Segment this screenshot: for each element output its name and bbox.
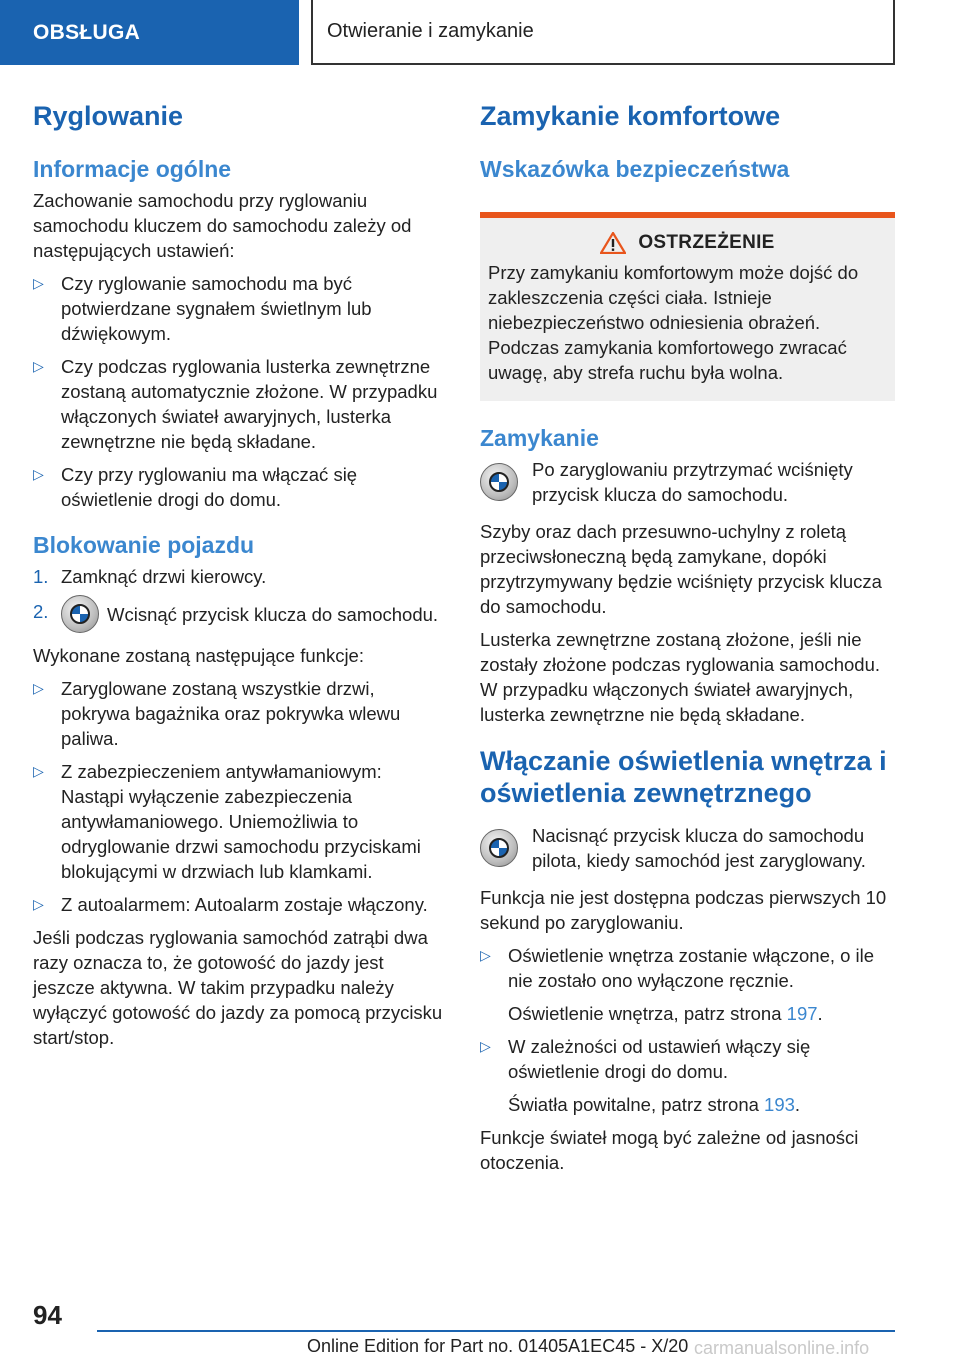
closing-text: Jeśli podczas ryglowania samochód zatrąbi dwa razy oznacza to, że gotowość do jazdy jest jeszcze aktywna. W takim przypadku należy wyłączyć gotowość do jazdy za pomocą przycisku start/stop. (33, 927, 443, 1048)
heading-info: Informacje ogólne (33, 156, 232, 182)
unavailable-text: Funkcja nie jest dostępna podczas pierwszych 10 sekund po zaryglowaniu. (480, 887, 887, 933)
lighting-list (480, 943, 895, 1117)
heading-safety: Wskazówka bezpieczeństwa (480, 156, 790, 182)
cross-reference: Światła powitalne, patrz strona 193. (508, 1094, 801, 1115)
section-title: OBSŁUGA (33, 20, 141, 44)
triangle-bullet-icon: ▷ (33, 466, 44, 482)
right-column (480, 100, 895, 1183)
section-tab (0, 0, 299, 65)
key-press-text: Nacisnąć przycisk klucza do samochodu pilota, kiedy samochód jest zaryglowany. (532, 825, 866, 871)
list-item: ▷ Oświetlenie wnętrza zostanie włączone, o ile nie zostało ono wyłączone ręcznie. Oświetlenie wnętrza, patrz strona 197. (480, 943, 895, 1026)
step-item: 1. Zamknąć drzwi kierowcy. (33, 566, 267, 587)
heading-zamykanie: Zamykanie (480, 425, 599, 451)
settings-list (33, 271, 445, 512)
list-item: ▷ Czy ryglowanie samochodu ma być potwierdzane sygnałem świetlnym lub dźwiękowym. (33, 273, 372, 344)
left-column (33, 100, 445, 1058)
key-hold-row (480, 457, 895, 507)
heading-komfort: Zamykanie komfortowe (480, 101, 781, 131)
list-item: ▷ Z autoalarmem: Autoalarm zostaje włączony. (33, 894, 428, 915)
mirrors-text: Lusterka zewnętrzne zostaną złożone, jeśli nie zostały złożone podczas ryglowania samochodu. W przypadku włączonych świateł awaryjnych, lusterka zewnętrzne nie będą składane. (480, 629, 881, 725)
page-link[interactable]: 197 (786, 1003, 818, 1024)
list-item: ▷ Czy przy ryglowaniu ma włączać się oświetlenie drogi do domu. (33, 464, 358, 510)
list-item: ▷ W zależności od ustawień włączy się oświetlenie drogi do domu. Światła powitalne, patrz strona 193. (480, 1034, 895, 1117)
triangle-bullet-icon: ▷ (33, 763, 44, 779)
functions-intro: Wykonane zostaną następujące funkcje: (33, 645, 364, 666)
cross-reference: Oświetlenie wnętrza, patrz strona 197. (508, 1003, 823, 1024)
triangle-bullet-icon: ▷ (33, 275, 44, 291)
warning-header (488, 232, 887, 254)
triangle-bullet-icon: ▷ (480, 947, 491, 963)
triangle-bullet-icon: ▷ (33, 680, 44, 696)
functions-list (33, 676, 445, 917)
car-key-icon (61, 595, 99, 633)
warning-box (480, 218, 895, 401)
key-hold-text: Po zaryglowaniu przytrzymać wciśnięty przycisk klucza do samochodu. (532, 459, 853, 505)
heading-blokowanie: Blokowanie pojazdu (33, 532, 255, 558)
edition-text: Online Edition for Part no. 01405A1EC45 - X/20 (307, 1336, 689, 1356)
step-item: 2. Wcisnąć przycisk klucza do samochodu. (33, 599, 445, 633)
warning-title: OSTRZEŻENIE (638, 232, 775, 253)
warning-triangle-icon (600, 232, 626, 254)
heading-ryglowanie: Ryglowanie (33, 101, 184, 131)
key-press-row (480, 823, 895, 873)
steps-list (33, 564, 445, 633)
triangle-bullet-icon: ▷ (33, 896, 44, 912)
windows-text: Szyby oraz dach przesuwno-uchylny z roletą przeciwsłoneczną będą zamykane, dopóki przytrzymywany będzie wciśnięty przycisk klucza do samochodu. (480, 521, 882, 617)
list-item: ▷ Z zabezpieczeniem antywłamaniowym: Nastąpi wyłączenie zabezpieczenia antywłamaniowego. Uniemożliwia to odryglowanie drzwi samochodu przyciskami blokującymi w drzwiach lub klamkami. (33, 761, 421, 882)
car-key-icon (480, 829, 518, 867)
heading-lighting: Włączanie oświetlenia wnętrza i oświetlenia zewnętrznego (480, 746, 887, 808)
footer-divider (97, 1330, 895, 1332)
intro-text: Zachowanie samochodu przy ryglowaniu samochodu kluczem do samochodu zależy od następujących ustawień: (33, 190, 412, 261)
triangle-bullet-icon: ▷ (33, 358, 44, 374)
triangle-bullet-icon: ▷ (480, 1038, 491, 1054)
warning-text: Przy zamykaniu komfortowym może dojść do zakleszczenia części ciała. Istnieje niebezpieczeństwo odniesienia obrażeń. Podczas zamykania komfortowego zwracać uwagę, aby strefa ruchu była wolna. (488, 262, 859, 383)
list-item: ▷ Zaryglowane zostaną wszystkie drzwi, pokrywa bagażnika oraz pokrywka wlewu paliwa. (33, 678, 401, 749)
chapter-title: Otwieranie i zamykanie (327, 20, 534, 42)
list-item: ▷ Czy podczas ryglowania lusterka zewnętrzne zostaną automatycznie złożone. W przypadku włączonych świateł awaryjnych, lusterka zewnętrzne nie będą składane. (33, 356, 438, 452)
last-text: Funkcje świateł mogą być zależne od jasności otoczenia. (480, 1127, 859, 1173)
page-link[interactable]: 193 (764, 1094, 795, 1115)
page-number: 94 (33, 1300, 62, 1330)
watermark: carmanualsonline.info (694, 1338, 870, 1358)
chapter-tab (311, 0, 895, 65)
car-key-icon (480, 463, 518, 501)
